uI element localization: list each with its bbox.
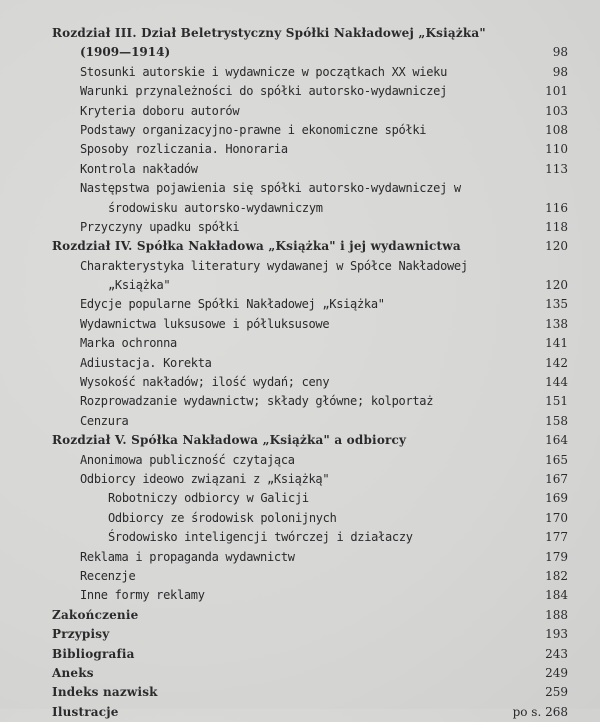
toc-entry-title: Wysokość nakładów; ilość wydań; ceny <box>80 375 330 390</box>
toc-entry-page-number: 179 <box>545 549 568 564</box>
toc-entry-page-number: 141 <box>545 336 568 351</box>
dot-leader <box>125 703 507 722</box>
dot-leader <box>176 43 547 62</box>
toc-entry-page-number: 151 <box>545 394 568 409</box>
toc-entry <box>0 489 600 508</box>
dot-leader <box>335 470 539 489</box>
dot-leader <box>412 431 539 450</box>
toc-entry-title: Ilustracje <box>52 704 119 719</box>
toc-entry-title: Rozdział IV. Spółka Nakładowa „Książka" i jej wydawnictwa <box>52 239 461 254</box>
toc-entry-page-number: 120 <box>545 239 568 254</box>
toc-entry <box>0 179 600 198</box>
toc-entry-page-number: 177 <box>545 530 568 545</box>
toc-entry-page-number: 169 <box>545 491 568 506</box>
toc-entry <box>0 645 600 664</box>
toc-entry-page-number: 113 <box>545 161 568 176</box>
toc-entry <box>0 121 600 140</box>
dot-leader <box>294 140 539 159</box>
toc-entry-title: Cenzura <box>80 413 129 428</box>
toc-entry <box>0 334 600 353</box>
toc-entry-title: Edycje popularne Spółki Nakładowej „Książka" <box>80 297 385 312</box>
toc-entry-page-number: 164 <box>545 433 568 448</box>
toc-entry-title: Odbiorcy ze środowisk polonijnych <box>108 510 337 525</box>
toc-entry-page-number: 108 <box>545 122 568 137</box>
toc-entry-title: Podstawy organizacyjno-prawne i ekonomiczne spółki <box>80 122 427 137</box>
toc-entry-page-number: 243 <box>545 646 568 661</box>
toc-entry <box>0 470 600 489</box>
toc-entry-page-number: 249 <box>545 665 568 680</box>
toc-entry-page-number: 170 <box>545 510 568 525</box>
toc-entry <box>0 218 600 237</box>
dot-leader <box>315 489 539 508</box>
toc-entry-page-number: 135 <box>545 297 568 312</box>
toc-entry-page-number: 142 <box>545 355 568 370</box>
toc-entry-title: Rozdział III. Dział Beletrystyczny Spółki Nakładowej „Książka" <box>52 26 486 40</box>
toc-entry-title: Inne formy reklamy <box>80 588 205 603</box>
toc-entry <box>0 528 600 547</box>
toc-entry-page-number: 188 <box>545 607 568 622</box>
toc-entry-page-number: 120 <box>545 278 568 293</box>
toc-entry <box>0 160 600 179</box>
toc-entry-title: Rozprowadzanie wydawnictw; składy główne; kolportaż <box>80 394 434 409</box>
toc-entry-title: Robotniczy odbiorcy w Galicji <box>108 491 309 506</box>
dot-leader <box>343 509 539 528</box>
toc-entry-page-number: 103 <box>545 103 568 118</box>
toc-entry-title: Kontrola nakładów <box>80 161 198 176</box>
toc-entry <box>0 451 600 470</box>
toc-entry-title: Następstwa pojawienia się spółki autorsko-wydawniczej w <box>80 181 461 196</box>
toc-entry-page-number: 144 <box>545 375 568 390</box>
dot-leader <box>439 392 539 411</box>
dot-leader <box>218 354 539 373</box>
toc-entry <box>0 586 600 605</box>
dot-leader <box>144 606 539 625</box>
dot-leader <box>335 315 539 334</box>
toc-entry-title: Indeks nazwisk <box>52 685 158 700</box>
dot-leader <box>419 528 539 547</box>
toc-entry-page-number: 116 <box>545 200 568 215</box>
dot-leader <box>245 218 539 237</box>
toc-entry-page-number: 259 <box>545 685 568 700</box>
dot-leader <box>335 373 539 392</box>
toc-entry-title: Rozdział V. Spółka Nakładowa „Książka" a odbiorcy <box>52 433 407 448</box>
toc-entry-page-number: po s. 268 <box>512 704 568 719</box>
toc-entry-page-number: 193 <box>545 627 568 642</box>
dot-leader <box>467 237 539 256</box>
toc-entry-page-number: 165 <box>545 452 568 467</box>
dot-leader <box>211 586 539 605</box>
toc-entry <box>0 102 600 121</box>
dot-leader <box>115 625 539 644</box>
toc-entry <box>0 703 600 722</box>
toc-entry-page-number: 98 <box>552 64 568 79</box>
toc-entry <box>0 24 600 43</box>
toc-entry <box>0 509 600 528</box>
toc-entry-title: Stosunki autorskie i wydawnicze w początkach XX wieku <box>80 64 448 79</box>
toc-entry-title: środowisku autorsko-wydawniczym <box>108 200 323 215</box>
dot-leader <box>245 102 539 121</box>
toc-entry-page-number: 118 <box>545 219 568 234</box>
toc-entry <box>0 683 600 702</box>
toc-entry-title: Kryteria doboru autorów <box>80 103 240 118</box>
toc-entry-page-number: 158 <box>545 413 568 428</box>
dot-leader <box>391 295 539 314</box>
toc-entry <box>0 412 600 431</box>
toc-entry-page-number: 182 <box>545 568 568 583</box>
dot-leader <box>432 121 539 140</box>
toc-entry-title: Przyczyny upadku spółki <box>80 219 240 234</box>
toc-entry <box>0 257 600 276</box>
toc-entry-page-number: 101 <box>545 84 568 99</box>
toc-entry-page-number: 110 <box>545 142 568 157</box>
toc-entry-title: Przypisy <box>52 627 110 642</box>
toc-entry-title: Odbiorcy ideowo związani z „Książką" <box>80 471 330 486</box>
toc-entry-title: Wydawnictwa luksusowe i półluksusowe <box>80 316 330 331</box>
toc-entry-page-number: 184 <box>545 588 568 603</box>
dot-leader <box>204 160 539 179</box>
toc-entry <box>0 625 600 644</box>
dot-leader <box>141 567 539 586</box>
toc-entry-title: Sposoby rozliczania. Honoraria <box>80 142 288 157</box>
toc-entry-title: „Książka" <box>108 278 171 293</box>
toc-entry <box>0 392 600 411</box>
dot-leader <box>141 645 539 664</box>
toc-entry-title: Warunki przynależności do spółki autorsko-wydawniczej <box>80 84 448 99</box>
toc-entry <box>0 140 600 159</box>
toc-entry-page-number: 138 <box>545 316 568 331</box>
toc-entry <box>0 567 600 586</box>
dot-leader <box>453 82 539 101</box>
dot-leader <box>329 199 539 218</box>
toc-entry-title: Charakterystyka literatury wydawanej w Spółce Nakładowej <box>80 258 468 273</box>
toc-entry <box>0 548 600 567</box>
toc-entry-title: Bibliografia <box>52 646 135 661</box>
dot-leader <box>301 451 539 470</box>
toc-entry <box>0 237 600 256</box>
toc-entry-title: (1909—1914) <box>80 45 171 60</box>
toc-entry-title: Adiustacja. Korekta <box>80 355 212 370</box>
toc-entry <box>0 354 600 373</box>
dot-leader <box>164 683 539 702</box>
toc-entry <box>0 199 600 218</box>
toc-entry-page-number: 167 <box>545 471 568 486</box>
dot-leader <box>183 334 539 353</box>
toc-entry <box>0 43 600 62</box>
toc-entry-title: Środowisko inteligencji twórczej i działaczy <box>108 530 413 545</box>
toc-entry-title: Aneks <box>52 665 94 680</box>
table-of-contents <box>0 24 600 722</box>
toc-entry <box>0 373 600 392</box>
toc-entry-title: Marka ochronna <box>80 336 177 351</box>
toc-entry <box>0 295 600 314</box>
toc-entry <box>0 431 600 450</box>
toc-entry-title: Recenzje <box>80 568 136 583</box>
dot-leader <box>134 412 539 431</box>
toc-entry-page-number: 98 <box>552 45 568 60</box>
toc-entry <box>0 276 600 295</box>
dot-leader <box>301 548 539 567</box>
toc-entry-title: Zakończenie <box>52 607 139 622</box>
dot-leader <box>176 276 539 295</box>
toc-entry <box>0 606 600 625</box>
toc-entry-title: Anonimowa publiczność czytająca <box>80 452 295 467</box>
toc-entry <box>0 664 600 683</box>
toc-entry-title: Reklama i propaganda wydawnictw <box>80 549 295 564</box>
toc-entry <box>0 82 600 101</box>
toc-entry <box>0 63 600 82</box>
toc-entry <box>0 315 600 334</box>
dot-leader <box>100 664 539 683</box>
